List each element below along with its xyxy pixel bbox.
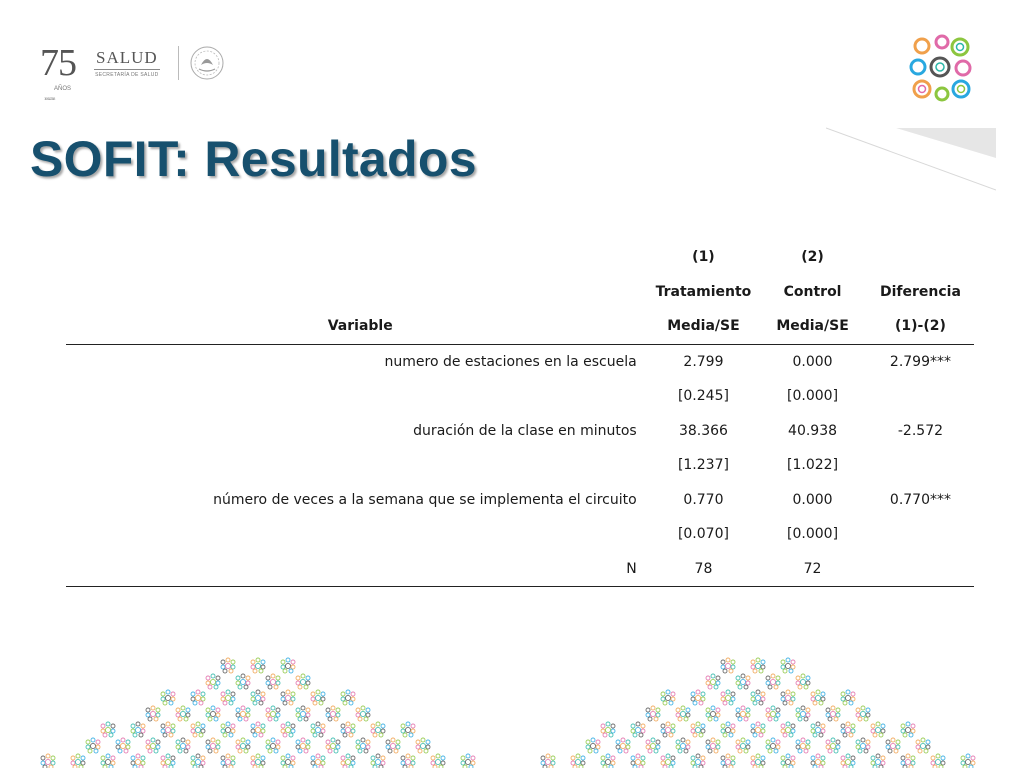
cell-control: [0.000]	[787, 388, 839, 405]
logo-75-years: 1943 - 2018	[44, 96, 55, 101]
cell-variable: número de veces a la semana que se implementa el circuito	[213, 491, 637, 508]
cell-control: [1.022]	[787, 457, 839, 474]
decorative-lines	[826, 126, 996, 192]
table-row	[66, 344, 974, 379]
header-cell-treatment: Media/SE	[649, 309, 759, 344]
cell-variable	[66, 517, 649, 552]
cell-variable: N	[66, 552, 649, 587]
cell-treatment: [0.070]	[677, 526, 729, 543]
logo-divider	[178, 46, 179, 80]
circle-pattern-right	[541, 658, 975, 768]
cell-difference: 2.799***	[889, 353, 951, 370]
cell-control: 72	[758, 552, 867, 587]
table-header-row	[66, 240, 974, 275]
salud-sub: SECRETARÍA DE SALUD	[95, 72, 159, 78]
cell-variable	[66, 448, 649, 483]
header-cell-difference: (1)-(2)	[867, 309, 974, 344]
cell-treatment: 78	[649, 552, 759, 587]
cell-difference: -2.572	[897, 422, 944, 439]
header-cell-variable	[66, 240, 649, 275]
table-header-row	[66, 275, 974, 310]
header-cell-variable: Variable	[66, 309, 649, 344]
table-row	[66, 483, 974, 518]
table-header-row	[66, 309, 974, 344]
cell-variable	[66, 379, 649, 414]
table-row	[66, 517, 974, 552]
logo-75-sub: AÑOS	[54, 86, 72, 92]
header-logos	[40, 42, 225, 101]
header-cell-control: (2)	[801, 249, 824, 266]
cell-control: [0.000]	[787, 526, 839, 543]
cell-control: 40.938	[788, 422, 838, 439]
circle-pattern-left	[41, 658, 475, 768]
logo-75-number: 75	[40, 42, 76, 84]
cell-variable: numero de estaciones en la escuela	[384, 353, 637, 370]
salud-word: SALUD	[94, 48, 160, 70]
cell-treatment: [0.245]	[677, 388, 729, 405]
cell-treatment: 38.366	[678, 422, 728, 439]
cell-treatment: [1.237]	[677, 457, 729, 474]
results-table	[66, 240, 974, 587]
cell-difference	[867, 517, 974, 552]
national-seal-icon	[189, 45, 225, 81]
cell-difference	[867, 552, 974, 587]
cell-treatment: 0.770	[683, 491, 724, 508]
cell-control: 0.000	[792, 353, 833, 370]
header-cell-control: Control	[783, 283, 842, 300]
cell-control: 0.000	[792, 491, 833, 508]
header-cell-control: Media/SE	[758, 309, 867, 344]
table-row	[66, 379, 974, 414]
circles-logo-icon	[908, 34, 976, 104]
logo-salud	[94, 48, 160, 78]
cell-variable: duración de la clase en minutos	[413, 422, 637, 439]
decorative-circle-pattern	[0, 640, 1024, 768]
cell-difference: 0.770***	[889, 491, 951, 508]
cell-difference	[867, 448, 974, 483]
header-cell-treatment: (1)	[692, 249, 715, 266]
table-row	[66, 414, 974, 449]
slide-title: SOFIT: Resultados	[30, 131, 477, 187]
header-cell-difference: Diferencia	[879, 283, 961, 300]
cell-difference	[867, 379, 974, 414]
table-row	[66, 552, 974, 587]
table-row	[66, 448, 974, 483]
header-cell-treatment: Tratamiento	[655, 283, 752, 300]
cell-treatment: 2.799	[683, 353, 724, 370]
header-cell-difference	[867, 240, 974, 275]
header-cell-variable	[66, 275, 649, 310]
logo-75-anos	[40, 42, 76, 101]
